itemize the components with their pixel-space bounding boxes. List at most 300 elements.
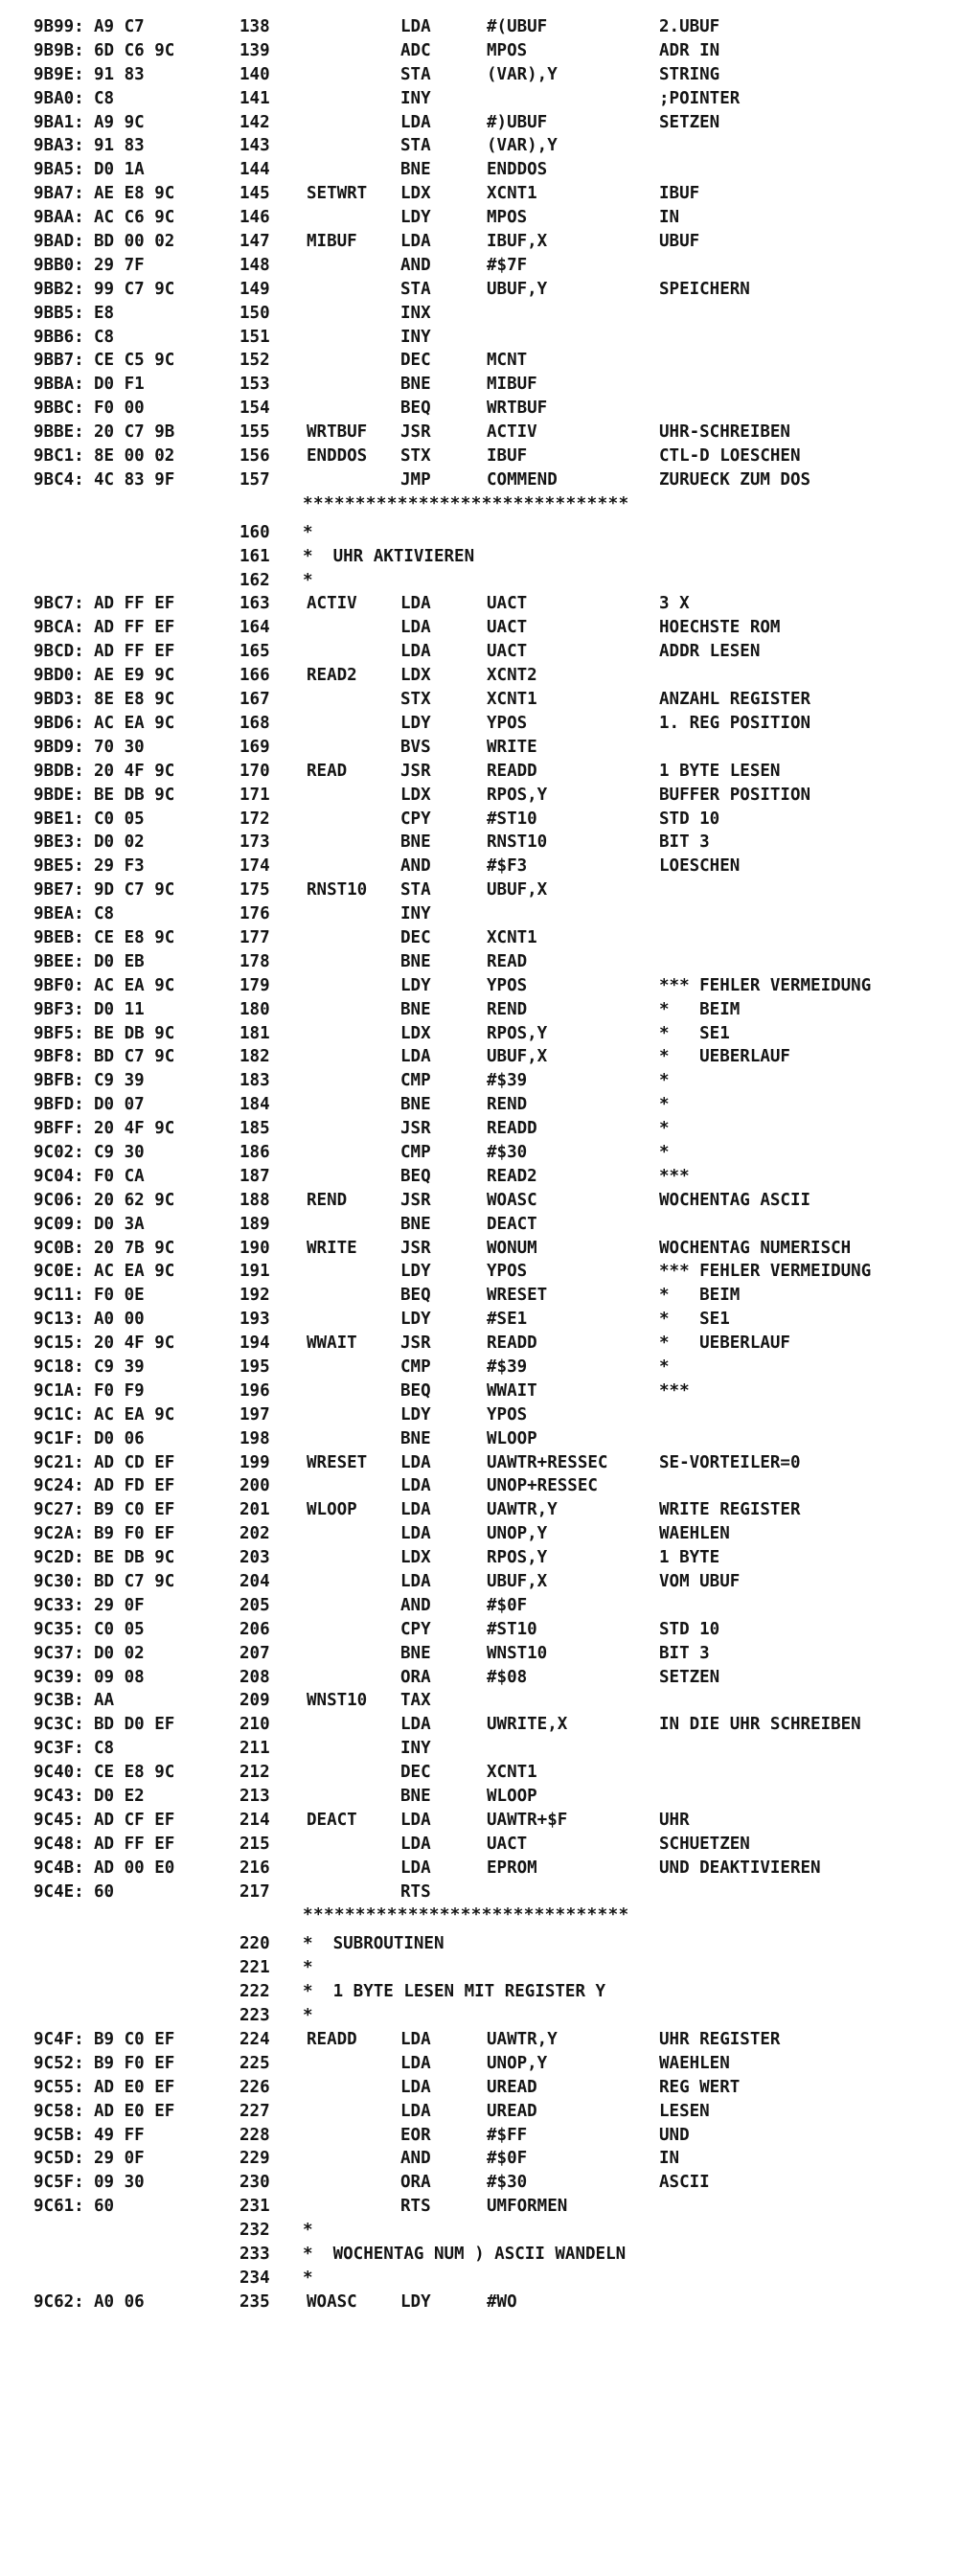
- listing-block-subroutinen: [0, 1932, 958, 2314]
- address: 9BD6:: [34, 713, 84, 733]
- line-number: 204: [240, 1572, 270, 1591]
- code-line: [0, 1022, 958, 1046]
- address: 9C2A:: [34, 1524, 84, 1544]
- operand: YPOS: [487, 1404, 528, 1425]
- label: WWAIT: [307, 1334, 357, 1354]
- hex-bytes: 20 4F 9C: [94, 1119, 175, 1139]
- operand: YPOS: [487, 713, 528, 733]
- line-number: 205: [240, 1595, 270, 1615]
- code-line: [0, 2171, 958, 2195]
- line-number: 225: [240, 2053, 270, 2073]
- operand: #(UBUF: [487, 17, 548, 36]
- hex-bytes: CE E8 9C: [94, 927, 175, 947]
- operand: UACT: [487, 642, 528, 662]
- comment-line: * SUBROUTINEN: [303, 1934, 445, 1954]
- address: 9C37:: [34, 1643, 84, 1663]
- hex-bytes: 29 0F: [94, 2149, 145, 2169]
- hex-bytes: B9 C0 EF: [94, 1500, 175, 1520]
- address: 9C04:: [34, 1166, 84, 1186]
- operand: IBUF: [487, 446, 528, 467]
- address: 9BC1:: [34, 446, 84, 467]
- address: 9C30:: [34, 1572, 84, 1591]
- operand: YPOS: [487, 1262, 528, 1282]
- address: 9C13:: [34, 1310, 84, 1330]
- code-line: [0, 2076, 958, 2100]
- code-line: [0, 1594, 958, 1618]
- label: WRESET: [307, 1452, 368, 1472]
- code-line: [0, 1666, 958, 1690]
- operand: UAWTR+RESSEC: [487, 1452, 608, 1472]
- line-number: 210: [240, 1715, 270, 1735]
- address: 9C2D:: [34, 1548, 84, 1568]
- line-number: 223: [240, 2006, 270, 2026]
- line-number: 179: [240, 975, 270, 995]
- mnemonic: LDA: [400, 112, 431, 132]
- label: MIBUF: [307, 232, 357, 252]
- hex-bytes: AC C6 9C: [94, 208, 175, 228]
- address: 9BF8:: [34, 1047, 84, 1067]
- address: 9BD9:: [34, 737, 84, 757]
- mnemonic: LDY: [400, 1262, 431, 1282]
- comment: ***: [659, 1166, 690, 1186]
- comment: STD 10: [659, 809, 720, 829]
- line-number: 234: [240, 2268, 270, 2288]
- code-line: [0, 2267, 958, 2291]
- mnemonic: INY: [400, 904, 431, 924]
- comment: WRITE REGISTER: [659, 1500, 801, 1520]
- hex-bytes: C8: [94, 904, 115, 924]
- mnemonic: BEQ: [400, 399, 431, 419]
- hex-bytes: D0 07: [94, 1095, 145, 1115]
- comment: UND: [659, 2125, 690, 2145]
- hex-bytes: BD C7 9C: [94, 1572, 175, 1591]
- mnemonic: LDA: [400, 1572, 431, 1591]
- hex-bytes: A0 00: [94, 1310, 145, 1330]
- line-number: 176: [240, 904, 270, 924]
- mnemonic: RTS: [400, 2197, 431, 2217]
- address: 9C3B:: [34, 1691, 84, 1711]
- mnemonic: JSR: [400, 1238, 431, 1258]
- hex-bytes: B9 F0 EF: [94, 2053, 175, 2073]
- comment: WAEHLEN: [659, 1524, 730, 1544]
- comment: *: [659, 1095, 670, 1115]
- label: READ2: [307, 666, 357, 686]
- operand: UAWTR+$F: [487, 1810, 568, 1830]
- line-number: 190: [240, 1238, 270, 1258]
- mnemonic: LDA: [400, 1500, 431, 1520]
- code-line: [0, 397, 958, 421]
- mnemonic: LDA: [400, 1524, 431, 1544]
- hex-bytes: 8E 00 02: [94, 446, 175, 467]
- address: 9C52:: [34, 2053, 84, 2073]
- mnemonic: BNE: [400, 832, 431, 853]
- line-number: 142: [240, 112, 270, 132]
- label: SETWRT: [307, 184, 368, 204]
- address: 9BA7:: [34, 184, 84, 204]
- line-number: 202: [240, 1524, 270, 1544]
- address: 9C61:: [34, 2197, 84, 2217]
- address: 9C02:: [34, 1142, 84, 1162]
- line-number: 187: [240, 1166, 270, 1186]
- hex-bytes: 20 C7 9B: [94, 422, 175, 443]
- code-line: [0, 808, 958, 832]
- address: 9C33:: [34, 1595, 84, 1615]
- line-number: 193: [240, 1310, 270, 1330]
- code-line: [0, 926, 958, 950]
- code-line: [0, 1045, 958, 1069]
- operand: RPOS,Y: [487, 1548, 548, 1568]
- hex-bytes: C9 30: [94, 1142, 145, 1162]
- mnemonic: DEC: [400, 927, 431, 947]
- mnemonic: ORA: [400, 1667, 431, 1687]
- mnemonic: JSR: [400, 1334, 431, 1354]
- code-line: [0, 1165, 958, 1189]
- line-number: 139: [240, 40, 270, 60]
- code-line: [0, 2147, 958, 2171]
- line-number: 147: [240, 232, 270, 252]
- label: WOASC: [307, 2291, 357, 2312]
- line-number: 203: [240, 1548, 270, 1568]
- hex-bytes: 20 4F 9C: [94, 1334, 175, 1354]
- mnemonic: CMP: [400, 1071, 431, 1091]
- address: 9C21:: [34, 1452, 84, 1472]
- operand: UAWTR,Y: [487, 2030, 558, 2050]
- mnemonic: BNE: [400, 1787, 431, 1807]
- hex-bytes: AD E0 EF: [94, 2077, 175, 2097]
- hex-bytes: D0 02: [94, 832, 145, 853]
- address: 9BBC:: [34, 399, 84, 419]
- mnemonic: LDA: [400, 1452, 431, 1472]
- code-line: [0, 373, 958, 397]
- mnemonic: LDY: [400, 2291, 431, 2312]
- code-line: [0, 87, 958, 111]
- address: 9C1A:: [34, 1380, 84, 1401]
- code-line: [0, 1956, 958, 1980]
- code-line: [0, 878, 958, 902]
- line-number: 216: [240, 1858, 270, 1878]
- address: 9C48:: [34, 1834, 84, 1854]
- line-number: 215: [240, 1834, 270, 1854]
- line-number: 182: [240, 1047, 270, 1067]
- code-line: [0, 1546, 958, 1570]
- address: 9C09:: [34, 1214, 84, 1234]
- mnemonic: BNE: [400, 375, 431, 395]
- hex-bytes: AD E0 EF: [94, 2101, 175, 2121]
- comment: *** FEHLER VERMEIDUNG: [659, 1262, 872, 1282]
- operand: COMMEND: [487, 469, 558, 490]
- code-line: [0, 278, 958, 302]
- address: 9BF5:: [34, 1023, 84, 1043]
- operand: MIBUF: [487, 375, 537, 395]
- line-number: 191: [240, 1262, 270, 1282]
- mnemonic: LDX: [400, 1548, 431, 1568]
- code-line: [0, 902, 958, 926]
- address: 9BFF:: [34, 1119, 84, 1139]
- mnemonic: CMP: [400, 1142, 431, 1162]
- mnemonic: DEC: [400, 1763, 431, 1783]
- operand: #$0F: [487, 1595, 528, 1615]
- line-number: 150: [240, 303, 270, 323]
- operand: WRITE: [487, 737, 537, 757]
- mnemonic: LDA: [400, 17, 431, 36]
- operand: UBUF,X: [487, 1047, 548, 1067]
- address: 9C3F:: [34, 1739, 84, 1759]
- address: 9BCA:: [34, 618, 84, 638]
- label: READD: [307, 2030, 357, 2050]
- comment-line: *: [303, 2268, 313, 2288]
- hex-bytes: AD FF EF: [94, 1834, 175, 1854]
- operand: #$7F: [487, 255, 528, 275]
- hex-bytes: F0 0E: [94, 1286, 145, 1306]
- line-number: 178: [240, 951, 270, 971]
- hex-bytes: 6D C6 9C: [94, 40, 175, 60]
- code-line: [0, 545, 958, 569]
- address: 9BEE:: [34, 951, 84, 971]
- address: 9BF3:: [34, 999, 84, 1019]
- operand: (VAR),Y: [487, 64, 558, 84]
- address: 9B9E:: [34, 64, 84, 84]
- line-number: 197: [240, 1404, 270, 1425]
- hex-bytes: F0 F9: [94, 1380, 145, 1401]
- comment: REG WERT: [659, 2077, 741, 2097]
- line-number: 217: [240, 1881, 270, 1902]
- code-line: [0, 1403, 958, 1427]
- address: 9BEB:: [34, 927, 84, 947]
- comment: HOECHSTE ROM: [659, 618, 781, 638]
- comment: IBUF: [659, 184, 700, 204]
- mnemonic: LDA: [400, 594, 431, 614]
- code-line: [0, 1141, 958, 1165]
- hex-bytes: 29 F3: [94, 856, 145, 877]
- comment: LESEN: [659, 2101, 710, 2121]
- line-number: 145: [240, 184, 270, 204]
- mnemonic: RTS: [400, 1881, 431, 1902]
- line-number: 185: [240, 1119, 270, 1139]
- hex-bytes: 60: [94, 1881, 115, 1902]
- line-number: 171: [240, 785, 270, 805]
- operand: #ST10: [487, 809, 537, 829]
- line-number: 164: [240, 618, 270, 638]
- code-line: [0, 1356, 958, 1379]
- hex-bytes: AC EA 9C: [94, 1262, 175, 1282]
- line-number: 230: [240, 2173, 270, 2193]
- comment: STD 10: [659, 1619, 720, 1639]
- comment: ZURUECK ZUM DOS: [659, 469, 811, 490]
- comment: 3 X: [659, 594, 690, 614]
- operand: XCNT1: [487, 927, 537, 947]
- code-line: [0, 1451, 958, 1475]
- label: WLOOP: [307, 1500, 357, 1520]
- code-line: [0, 2195, 958, 2219]
- line-number: 206: [240, 1619, 270, 1639]
- line-number: 172: [240, 809, 270, 829]
- mnemonic: LDX: [400, 184, 431, 204]
- code-line: [0, 421, 958, 445]
- hex-bytes: AE E9 9C: [94, 666, 175, 686]
- hex-bytes: 20 62 9C: [94, 1190, 175, 1210]
- line-number: 177: [240, 927, 270, 947]
- operand: UACT: [487, 594, 528, 614]
- hex-bytes: AC EA 9C: [94, 713, 175, 733]
- code-line: [0, 1237, 958, 1261]
- address: 9C06:: [34, 1190, 84, 1210]
- address: 9BA0:: [34, 88, 84, 108]
- line-number: 168: [240, 713, 270, 733]
- mnemonic: JSR: [400, 422, 431, 443]
- hex-bytes: A0 06: [94, 2291, 145, 2312]
- code-line: [0, 1427, 958, 1451]
- operand: #WO: [487, 2291, 517, 2312]
- line-number: 220: [240, 1934, 270, 1954]
- hex-bytes: AD FF EF: [94, 618, 175, 638]
- comment: SETZEN: [659, 1667, 720, 1687]
- address: 9BB0:: [34, 255, 84, 275]
- address: 9BB2:: [34, 279, 84, 299]
- address: 9BBA:: [34, 375, 84, 395]
- mnemonic: JSR: [400, 1190, 431, 1210]
- mnemonic: AND: [400, 2149, 431, 2169]
- operand: UACT: [487, 1834, 528, 1854]
- code-line: [0, 2219, 958, 2243]
- address: 9C58:: [34, 2101, 84, 2121]
- address: 9C3C:: [34, 1715, 84, 1735]
- hex-bytes: BD 00 02: [94, 232, 175, 252]
- code-line: [0, 1713, 958, 1737]
- comment: *: [659, 1356, 670, 1377]
- comment-line: *: [303, 2006, 313, 2026]
- code-line: [0, 206, 958, 230]
- code-line: [0, 592, 958, 616]
- code-line: [0, 39, 958, 63]
- mnemonic: LDA: [400, 618, 431, 638]
- operand: REND: [487, 999, 528, 1019]
- code-line: [0, 182, 958, 206]
- code-line: [0, 134, 958, 158]
- hex-bytes: 4C 83 9F: [94, 469, 175, 490]
- mnemonic: AND: [400, 255, 431, 275]
- line-number: 157: [240, 469, 270, 490]
- operand: #$30: [487, 2173, 528, 2193]
- code-line: [0, 855, 958, 878]
- code-line: [0, 1213, 958, 1237]
- hex-bytes: BE DB 9C: [94, 1548, 175, 1568]
- line-number: 209: [240, 1691, 270, 1711]
- operand: YPOS: [487, 975, 528, 995]
- address: 9C24:: [34, 1476, 84, 1496]
- code-line: [0, 1117, 958, 1141]
- address: 9C18:: [34, 1356, 84, 1377]
- hex-bytes: C9 39: [94, 1071, 145, 1091]
- mnemonic: BNE: [400, 999, 431, 1019]
- line-number: 180: [240, 999, 270, 1019]
- code-line: [0, 158, 958, 182]
- comment: * BEIM: [659, 1286, 741, 1306]
- address: 9BDE:: [34, 785, 84, 805]
- comment: WAEHLEN: [659, 2053, 730, 2073]
- line-number: 207: [240, 1643, 270, 1663]
- code-line: [0, 1761, 958, 1785]
- hex-bytes: AC EA 9C: [94, 975, 175, 995]
- comment: * SE1: [659, 1023, 730, 1043]
- comment: 1 BYTE: [659, 1548, 720, 1568]
- hex-bytes: F0 00: [94, 399, 145, 419]
- address: 9BC4:: [34, 469, 84, 490]
- operand: DEACT: [487, 1214, 537, 1234]
- assembly-listing: [0, 15, 958, 2314]
- mnemonic: LDA: [400, 642, 431, 662]
- line-number: 221: [240, 1958, 270, 1978]
- code-line: [0, 1785, 958, 1809]
- code-line: [0, 2124, 958, 2148]
- code-line: [0, 784, 958, 808]
- hex-bytes: 99 C7 9C: [94, 279, 175, 299]
- line-number: 167: [240, 690, 270, 710]
- line-number: 170: [240, 761, 270, 781]
- comment: * UEBERLAUF: [659, 1334, 790, 1354]
- hex-bytes: 60: [94, 2197, 115, 2217]
- code-line: [0, 1474, 958, 1498]
- address: 9B99:: [34, 17, 84, 36]
- hex-bytes: BD D0 EF: [94, 1715, 175, 1735]
- operand: #$F3: [487, 856, 528, 877]
- hex-bytes: B9 F0 EF: [94, 1524, 175, 1544]
- mnemonic: LDX: [400, 1023, 431, 1043]
- mnemonic: INY: [400, 1739, 431, 1759]
- hex-bytes: 29 7F: [94, 255, 145, 275]
- hex-bytes: 8E E8 9C: [94, 690, 175, 710]
- line-number: 198: [240, 1428, 270, 1448]
- hex-bytes: D0 F1: [94, 375, 145, 395]
- mnemonic: STA: [400, 136, 431, 156]
- comment: SCHUETZEN: [659, 1834, 750, 1854]
- operand: UBUF,X: [487, 880, 548, 900]
- mnemonic: AND: [400, 1595, 431, 1615]
- operand: #$FF: [487, 2125, 528, 2145]
- line-number: 196: [240, 1380, 270, 1401]
- label: WNST10: [307, 1691, 368, 1711]
- code-line: [0, 445, 958, 468]
- address: 9BAA:: [34, 208, 84, 228]
- code-line: [0, 1857, 958, 1881]
- code-line: [0, 1284, 958, 1308]
- hex-bytes: A9 9C: [94, 112, 145, 132]
- operand: UNOP+RESSEC: [487, 1476, 598, 1496]
- code-line: [0, 1189, 958, 1213]
- line-number: 153: [240, 375, 270, 395]
- mnemonic: LDY: [400, 1310, 431, 1330]
- address: 9BB6:: [34, 327, 84, 347]
- mnemonic: EOR: [400, 2125, 431, 2145]
- code-line: [0, 254, 958, 278]
- comment: LOESCHEN: [659, 856, 741, 877]
- code-line: [0, 831, 958, 855]
- hex-bytes: 20 4F 9C: [94, 761, 175, 781]
- hex-bytes: AD CD EF: [94, 1452, 175, 1472]
- address: 9BB7:: [34, 351, 84, 371]
- address: 9BEA:: [34, 904, 84, 924]
- separator-row: [0, 492, 958, 521]
- address: 9BAD:: [34, 232, 84, 252]
- comment: UHR: [659, 1810, 690, 1830]
- address: 9C27:: [34, 1500, 84, 1520]
- line-number: 213: [240, 1787, 270, 1807]
- code-line: [0, 1932, 958, 1956]
- line-number: 174: [240, 856, 270, 877]
- comment-line: * 1 BYTE LESEN MIT REGISTER Y: [303, 1982, 606, 2002]
- code-line: [0, 688, 958, 712]
- code-line: [0, 230, 958, 254]
- address: 9BA5:: [34, 160, 84, 180]
